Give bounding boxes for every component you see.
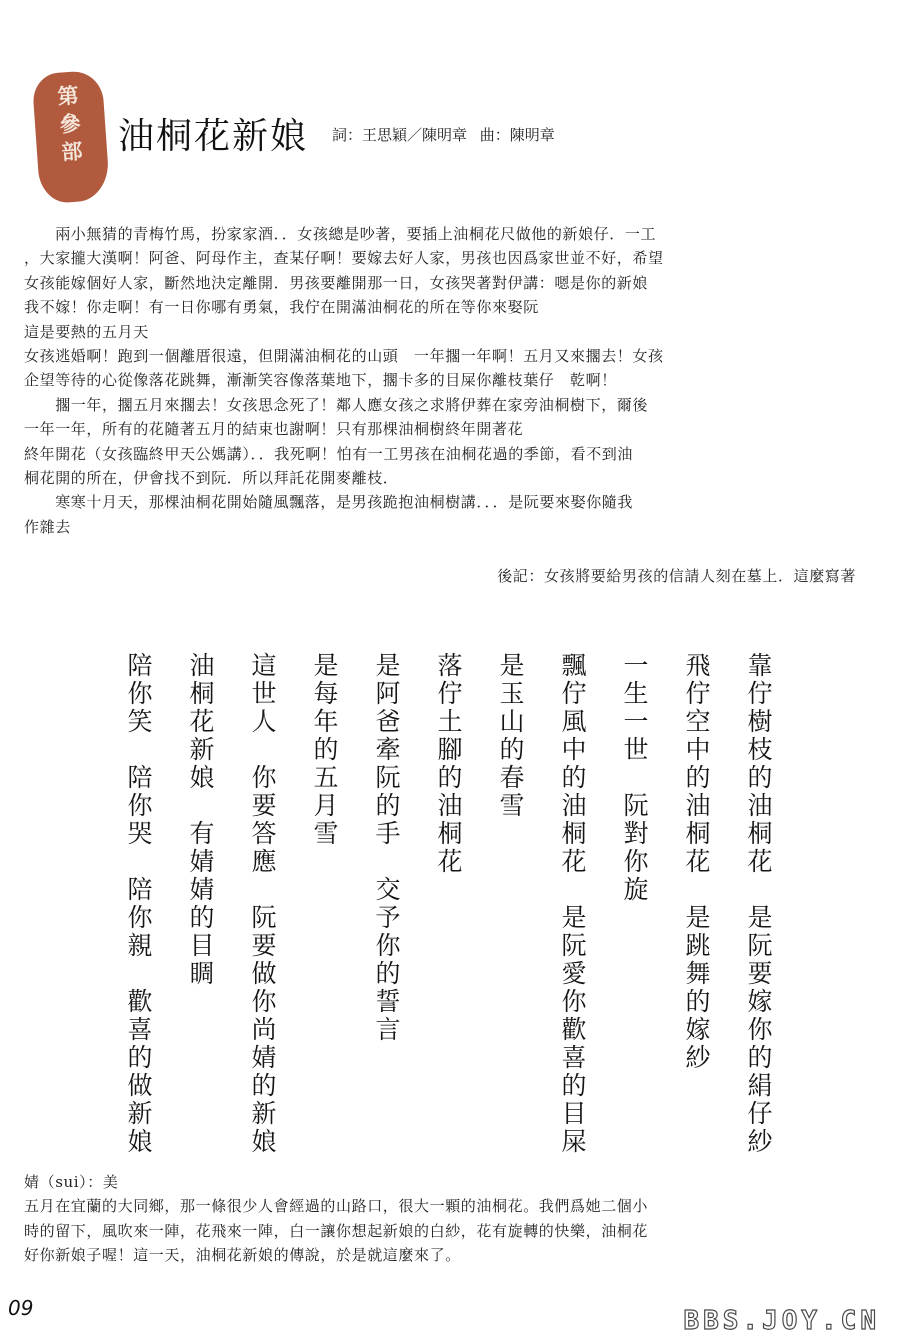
lyric-line: 油桐花新娘 有婧婧的目睭 [186,652,215,988]
watermark: BBS.JOY.CN [683,1306,880,1336]
section-seal [32,70,111,205]
story-line: 終年開花（女孩臨終甲天公媽講）．．我死啊！怕有一工男孩在油桐花過的季節，看不到油 [24,444,634,463]
story-line: 寒寒十月天，那棵油桐花開始隨風飄落，是男孩跪抱油桐樹講．．．是阮要來娶你隨我 [24,493,634,512]
footnote-line: 好你新娘子喔！這一天，油桐花新娘的傳說，於是就這麼來了。 [24,1246,461,1265]
lyricist-credit: 詞：王思穎／陳明章 [332,126,468,144]
story-line: 女孩逃婚啊！跑到一個離厝很遠，但開滿油桐花的山頭 一年擱一年啊！五月又來擱去！女孩 [24,347,664,366]
lyric-line: 是阿爸牽阮的手 交予你的誓言 [372,652,401,1044]
story-text [24,222,874,539]
footnote [24,1170,874,1268]
lyric-line: 是每年的五月雪 [310,652,339,848]
lyric-line: 飄佇風中的油桐花 是阮愛你歡喜的目屎 [558,652,587,1156]
story-line: 擱一年，擱五月來擱去！女孩思念死了！鄰人應女孩之求將伊葬在家旁油桐樹下，爾後 [24,395,649,414]
afterword: 後記：女孩將要給男孩的信請人刻在墓上．這麼寫著 [497,567,856,585]
lyric-line: 靠佇樹枝的油桐花 是阮要嫁你的絹仔紗 [744,652,773,1156]
song-title: 油桐花新娘 [118,116,309,157]
composer-credit: 曲：陳明章 [479,126,555,144]
story-line: 一年一年，所有的花隨著五月的結束也謝啊！只有那棵油桐樹終年開著花 [24,420,524,439]
story-line: 企望等待的心從像落花跳舞，漸漸笑容像落葉地下，擱卡多的目屎你離枝葉仔 乾啊！ [24,371,617,390]
story-line: 我不嫁！你走啊！有一日你哪有勇氣，我佇在開滿油桐花的所在等你來娶阮 [24,298,539,317]
story-line: ，大家攏大漢啊！阿爸、阿母作主，查某仔啊！要嫁去好人家，男孩也因爲家世並不好，希望 [24,249,664,268]
story-line: 桐花開的所在，伊會找不到阮．所以拜託花開麥離枝． [24,469,399,488]
seal-char: 部 [60,139,84,165]
lyric-line: 飛佇空中的油桐花 是跳舞的嫁紗 [682,652,711,1072]
song-credits [332,124,563,145]
story-line: 兩小無猜的青梅竹馬，扮家家酒．．女孩總是吵著，要插上油桐花尺做他的新娘仔．一工 [24,225,657,243]
seal-char: 參 [58,111,82,137]
page-number: 09 [8,1296,34,1320]
footnote-line: 五月在宜蘭的大同鄉，那一條很少人會經過的山路口，很大一顆的油桐花。我們爲她二個小 [24,1197,649,1216]
seal-char: 第 [56,83,80,109]
story-line: 這是要熱的五月天 [24,322,149,341]
footnote-line: 時的留下，風吹來一陣，花飛來一陣，白一讓你想起新娘的白紗，花有旋轉的快樂，油桐花 [24,1221,649,1240]
lyric-line: 落佇土腳的油桐花 [434,652,463,876]
lyric-line: 一生一世 阮對你旋 [620,652,649,904]
lyric-line: 是玉山的春雪 [496,652,525,820]
story-line: 作雜去 [24,517,71,536]
lyric-line: 這世人 你要答應 阮要做你尚婧的新娘 [248,652,277,1156]
footnote-line: 婧（sui）：美 [24,1173,119,1191]
story-line: 女孩能嫁個好人家，斷然地決定離開．男孩要離開那一日，女孩哭著對伊講：嗯是你的新娘 [24,273,649,292]
lyrics-block [100,652,780,1156]
lyric-line: 陪你笑 陪你哭 陪你親 歡喜的做新娘 [124,652,153,1156]
